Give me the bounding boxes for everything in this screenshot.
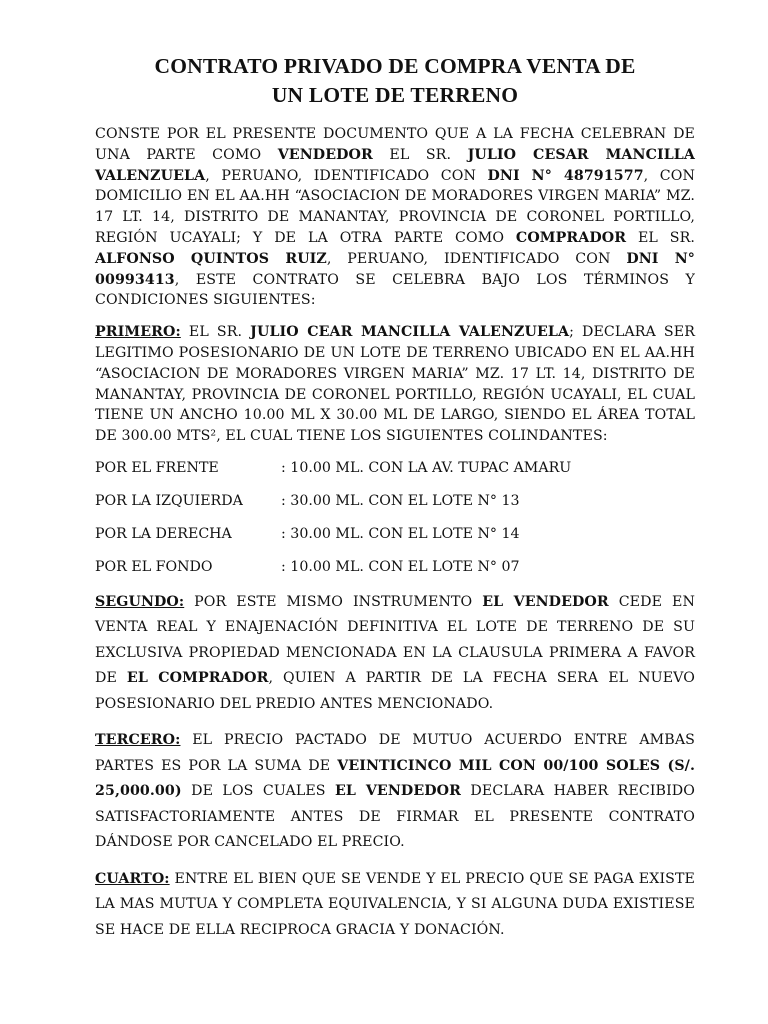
intro-text: CONSTE POR EL PRESENTE DOCUMENTO QUE A LA FECHA CELEBRAN DE UNA PARTE COMO	[95, 126, 695, 163]
buyer-role: COMPRADOR	[515, 229, 627, 246]
boundary-label: POR LA IZQUIERDA	[95, 492, 243, 509]
clause-text: CEDE EN VENTA REAL Y ENAJENACIÓN DEFINITIVA EL LOTE DE TERRENO DE SU EXCLUSIVA PROPIEDAD MENCIONADA EN LA CLAUSULA PRIMERA A FAVOR DE	[95, 593, 695, 687]
seller-role: EL VENDEDOR	[335, 783, 461, 800]
seller-name: JULIO CEAR MANCILLA VALENZUELA	[250, 324, 570, 341]
clause-text: ENTRE EL BIEN QUE SE VENDE Y EL PRECIO QUE SE PAGA EXISTE LA MAS MUTUA Y COMPLETA EQUIVALENCIA, Y SI ALGUNA DUDA EXISTIESE SE HACE DE ELLA RECIPROCA GRACIA Y DONACIÓN.	[95, 870, 695, 938]
intro-text: , ESTE CONTRATO SE CELEBRA BAJO LOS TÉRMINOS Y CONDICIONES SIGUIENTES:	[95, 271, 695, 309]
price-amount: VEINTICINCO MIL CON 00/100 SOLES (S/. 25,000.00)	[95, 757, 695, 800]
clause-cuarto	[95, 867, 695, 944]
document-title	[95, 52, 695, 110]
title-line-2: UN LOTE DE TERRENO	[271, 83, 519, 107]
intro-text: , PERUANO, IDENTIFICADO CON	[326, 250, 627, 267]
buyer-dni: DNI N° 00993413	[95, 250, 696, 288]
clause-text: POR ESTE MISMO INSTRUMENTO	[184, 593, 483, 610]
seller-dni: DNI N° 48791577	[487, 167, 644, 184]
clause-text: DE LOS CUALES	[181, 783, 336, 800]
buyer-name: ALFONSO QUINTOS RUIZ	[95, 250, 327, 267]
seller-role: VENDEDOR	[277, 146, 373, 163]
intro-text: EL SR.	[626, 229, 695, 246]
intro-text: , PERUANO, IDENTIFICADO CON	[205, 167, 488, 184]
intro-text: EL SR.	[372, 146, 468, 163]
boundary-value: : 10.00 ML. CON LA AV. TUPAC AMARU	[281, 459, 572, 476]
clause-tercero	[95, 728, 695, 856]
clause-text: EL SR.	[180, 324, 251, 341]
clause-text: , QUIEN A PARTIR DE LA FECHA SERA EL NUEVO POSESIONARIO DEL PREDIO ANTES MENCIONADO.	[95, 670, 696, 712]
clause-heading: TERCERO:	[95, 732, 181, 749]
boundary-value: : 10.00 ML. CON EL LOTE N° 07	[281, 558, 520, 575]
boundary-value: : 30.00 ML. CON EL LOTE N° 13	[281, 492, 520, 509]
boundary-row	[95, 491, 695, 511]
clause-text: ; DECLARA SER LEGITIMO POSESIONARIO DE UN LOTE DE TERRENO UBICADO EN EL AA.HH “ASOCIACION DE MORADORES VIRGEN MARIA” MZ. 17 LT. 14, DISTRITO DE MANANTAY, PROVINCIA DE CORONEL PORTILLO, REGIÓN UCAYALI, EL CUAL TIENE UN ANCHO 10.00 ML X 30.00 ML DE LARGO, SIENDO EL ÁREA TOTAL DE 300.00 MTS², EL CUAL TIENE LOS SIGUIENTES COLINDANTES:	[95, 324, 695, 445]
clause-primero	[95, 322, 695, 447]
boundary-value: : 30.00 ML. CON EL LOTE N° 14	[281, 525, 520, 542]
clause-heading: PRIMERO:	[95, 324, 181, 341]
intro-text: , CON DOMICILIO EN EL AA.HH “ASOCIACION DE MORADORES VIRGEN MARIA” MZ. 17 LT. 14, DISTRITO DE MANANTAY, PROVINCIA DE CORONEL PORTILLO, REGIÓN UCAYALI; Y DE LA OTRA PARTE COMO	[95, 167, 695, 246]
boundary-row	[95, 458, 695, 478]
seller-role: EL VENDEDOR	[482, 593, 609, 610]
buyer-role: EL COMPRADOR	[126, 670, 269, 687]
clause-text: EL PRECIO PACTADO DE MUTUO ACUERDO ENTRE AMBAS PARTES ES POR LA SUMA DE	[95, 732, 695, 774]
clause-heading: SEGUNDO:	[95, 593, 185, 610]
title-line-1: CONTRATO PRIVADO DE COMPRA VENTA DE	[154, 54, 636, 78]
clause-heading: CUARTO:	[95, 870, 170, 887]
boundary-label: POR EL FRENTE	[95, 459, 219, 476]
boundary-row	[95, 524, 695, 544]
boundary-label: POR LA DERECHA	[95, 525, 232, 542]
intro-paragraph	[95, 124, 695, 311]
clause-segundo	[95, 590, 695, 718]
boundaries-list	[95, 458, 695, 577]
seller-name: JULIO CESAR MANCILLA VALENZUELA	[95, 146, 695, 184]
clause-text: DECLARA HABER RECIBIDO SATISFACTORIAMENTE ANTES DE FIRMAR EL PRESENTE CONTRATO DÁNDOSE POR CANCELADO EL PRECIO.	[95, 783, 695, 851]
boundary-row	[95, 557, 695, 577]
boundary-label: POR EL FONDO	[95, 558, 213, 575]
